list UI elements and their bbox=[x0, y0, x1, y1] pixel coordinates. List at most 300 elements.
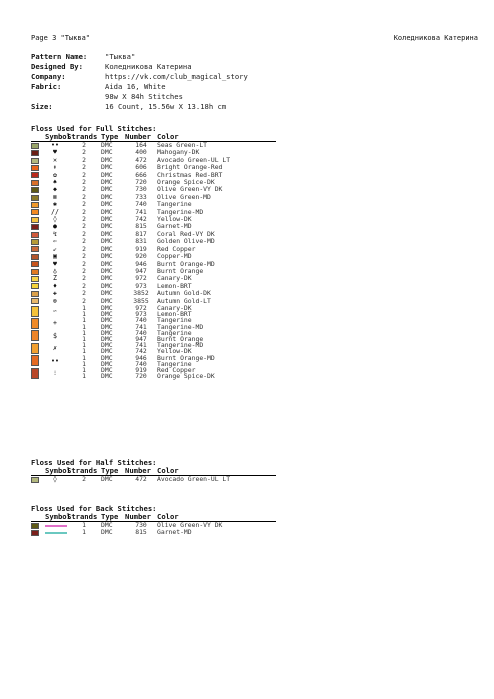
info-row bbox=[31, 62, 248, 72]
stitch-symbol: ⁝ bbox=[53, 369, 57, 378]
number-cell-a: 919 bbox=[135, 365, 147, 374]
col-number: Number bbox=[125, 512, 151, 521]
color-name-cell: Mahogany-DK bbox=[157, 148, 200, 157]
stitch-symbol: ● bbox=[53, 222, 57, 231]
info-value: "Тыква" bbox=[105, 52, 136, 61]
color-name-cell: Olive Green-VY DK bbox=[157, 185, 223, 194]
color-name-cell-a: Tangerine-MD bbox=[157, 341, 204, 350]
type-cell: DMC bbox=[101, 192, 113, 201]
color-swatch bbox=[31, 283, 39, 289]
number-cell: 730 bbox=[135, 521, 147, 529]
table-row bbox=[31, 290, 276, 297]
strands-cell: 2 bbox=[82, 252, 86, 261]
strands-cell-a: 1 bbox=[82, 328, 86, 337]
number-cell: 741 bbox=[135, 207, 147, 216]
table-row bbox=[31, 201, 276, 208]
color-swatch bbox=[31, 291, 39, 297]
strands-cell: 2 bbox=[82, 185, 86, 194]
color-swatch bbox=[31, 261, 39, 267]
col-color: Color bbox=[157, 512, 179, 521]
type-cell: DMC bbox=[101, 148, 113, 157]
strands-cell: 2 bbox=[82, 266, 86, 275]
strands-cell: 2 bbox=[82, 274, 86, 283]
col-symbol: Symbol bbox=[45, 466, 71, 475]
stitch-symbol: ⇙ bbox=[53, 244, 57, 253]
color-swatch bbox=[31, 246, 39, 252]
type-cell: DMC bbox=[101, 155, 113, 164]
type-cell-b: DMC bbox=[101, 310, 113, 319]
number-cell-b: 720 bbox=[135, 372, 147, 381]
type-cell-b: DMC bbox=[101, 347, 113, 356]
number-cell: 164 bbox=[135, 141, 147, 149]
type-cell: DMC bbox=[101, 237, 113, 246]
color-swatch bbox=[31, 172, 39, 178]
table-row bbox=[31, 261, 276, 268]
col-type: Type bbox=[101, 512, 119, 521]
color-swatch bbox=[31, 202, 39, 208]
strands-cell: 2 bbox=[82, 170, 86, 179]
type-cell: DMC bbox=[101, 259, 113, 268]
strands-cell: 2 bbox=[82, 289, 86, 298]
info-key: Designed By: bbox=[31, 62, 83, 71]
number-cell: 947 bbox=[135, 266, 147, 275]
color-name-cell: Lemon-BRT bbox=[157, 281, 192, 290]
strands-cell: 2 bbox=[82, 296, 86, 305]
number-cell-b: 973 bbox=[135, 310, 147, 319]
stitch-symbol: ✕ bbox=[53, 155, 57, 164]
type-cell-b: DMC bbox=[101, 334, 113, 343]
color-name-cell: Autumn Gold-DK bbox=[157, 289, 211, 298]
type-cell-a: DMC bbox=[101, 341, 113, 350]
strands-cell: 2 bbox=[82, 178, 86, 187]
stitch-symbol: ♠ bbox=[53, 178, 57, 187]
color-name-cell: Burnt Orange bbox=[157, 266, 204, 275]
type-cell: DMC bbox=[101, 266, 113, 275]
number-cell-a: 741 bbox=[135, 341, 147, 350]
type-cell-a: DMC bbox=[101, 316, 113, 325]
info-key: Pattern Name: bbox=[31, 52, 88, 61]
color-name-cell-b: Tangerine-MD bbox=[157, 322, 204, 331]
stitch-symbol: ◊ bbox=[53, 475, 57, 483]
number-cell: 919 bbox=[135, 244, 147, 253]
col-number: Number bbox=[125, 466, 151, 475]
stitch-symbol: ♥ bbox=[53, 148, 57, 157]
type-cell-b: DMC bbox=[101, 359, 113, 368]
info-row bbox=[31, 82, 248, 92]
strands-cell: 2 bbox=[82, 192, 86, 201]
number-cell: 606 bbox=[135, 163, 147, 172]
number-cell: 742 bbox=[135, 215, 147, 224]
type-cell: DMC bbox=[101, 274, 113, 283]
color-swatch bbox=[31, 306, 39, 317]
strands-cell: 2 bbox=[82, 207, 86, 216]
type-cell-b: DMC bbox=[101, 372, 113, 381]
number-cell: 740 bbox=[135, 200, 147, 209]
stitch-symbol: ◊ bbox=[53, 215, 57, 224]
number-cell-a: 946 bbox=[135, 353, 147, 362]
type-cell-a: DMC bbox=[101, 303, 113, 312]
backstitch-line bbox=[43, 529, 67, 536]
strands-cell: 2 bbox=[82, 475, 86, 483]
color-swatch bbox=[31, 269, 39, 275]
number-cell bbox=[125, 367, 157, 379]
strands-cell-a: 1 bbox=[82, 365, 86, 374]
strands-cell: 2 bbox=[82, 141, 86, 149]
type-cell bbox=[101, 317, 125, 329]
type-cell-a: DMC bbox=[101, 328, 113, 337]
type-cell-b: DMC bbox=[101, 322, 113, 331]
color-name-cell-b: Lemon-BRT bbox=[157, 310, 192, 319]
stitch-symbol: ♦ bbox=[53, 281, 57, 290]
table-row bbox=[31, 149, 276, 156]
strands-cell-a: 1 bbox=[82, 341, 86, 350]
table-row bbox=[31, 298, 276, 305]
stitch-symbol: ✿ bbox=[53, 170, 57, 179]
color-swatch bbox=[31, 298, 39, 304]
table-row bbox=[31, 186, 276, 193]
info-value: Aida 16, White bbox=[105, 82, 166, 91]
table-row bbox=[31, 164, 276, 171]
color-name-cell: Tangerine bbox=[157, 200, 192, 209]
table-header bbox=[31, 513, 276, 522]
type-cell: DMC bbox=[101, 229, 113, 238]
type-cell: DMC bbox=[101, 215, 113, 224]
color-name-cell: Avocado Green-UL LT bbox=[157, 155, 231, 164]
half-stitches-section bbox=[31, 458, 276, 483]
stitch-symbol: ↯ bbox=[53, 229, 57, 238]
color-name-cell-a: Tangerine bbox=[157, 316, 192, 325]
color-swatch bbox=[31, 330, 39, 341]
color-name-cell-b: Yellow-DK bbox=[157, 347, 192, 356]
col-strands: Strands bbox=[67, 132, 98, 141]
color-swatch bbox=[31, 165, 39, 171]
strands-cell: 2 bbox=[82, 163, 86, 172]
backstitch-line bbox=[43, 522, 67, 529]
table-row bbox=[31, 283, 276, 290]
color-name-cell: Copper-MD bbox=[157, 252, 192, 261]
stitch-symbol: ↟ bbox=[53, 163, 57, 172]
number-cell: 666 bbox=[135, 170, 147, 179]
type-cell: DMC bbox=[101, 185, 113, 194]
strands-cell-b: 1 bbox=[82, 359, 86, 368]
type-cell: DMC bbox=[101, 281, 113, 290]
number-cell: 472 bbox=[135, 475, 147, 483]
table-row bbox=[31, 216, 276, 223]
color-name-cell: Olive Green-VY DK bbox=[157, 521, 223, 529]
strands-cell-b: 1 bbox=[82, 310, 86, 319]
col-number: Number bbox=[125, 132, 151, 141]
color-name-cell: Coral Red-VY DK bbox=[157, 229, 215, 238]
full-stitches-title: Floss Used for Full Stitches: bbox=[31, 124, 157, 133]
line-sample bbox=[45, 532, 67, 534]
pattern-info bbox=[31, 52, 248, 112]
table-header bbox=[31, 467, 276, 476]
type-cell: DMC bbox=[101, 163, 113, 172]
number-cell: 3855 bbox=[133, 296, 149, 305]
line-sample bbox=[45, 525, 67, 527]
info-row bbox=[31, 92, 248, 102]
number-cell: 730 bbox=[135, 185, 147, 194]
strands-cell: 2 bbox=[82, 237, 86, 246]
strands-cell-a: 1 bbox=[82, 353, 86, 362]
color-name-cell-a: Burnt Orange-MD bbox=[157, 353, 215, 362]
back-stitches-title: Floss Used for Back Stitches: bbox=[31, 504, 157, 513]
strands-cell: 2 bbox=[82, 281, 86, 290]
info-key: Fabric: bbox=[31, 82, 62, 91]
info-key bbox=[31, 92, 105, 102]
number-cell bbox=[125, 317, 157, 329]
type-cell: DMC bbox=[101, 141, 113, 149]
number-cell: 831 bbox=[135, 237, 147, 246]
type-cell: DMC bbox=[101, 252, 113, 261]
number-cell: 400 bbox=[135, 148, 147, 157]
type-cell: DMC bbox=[101, 178, 113, 187]
full-stitches-section bbox=[31, 124, 276, 379]
half-stitches-table bbox=[31, 476, 276, 483]
table-row bbox=[31, 194, 276, 201]
strands-cell-b: 1 bbox=[82, 334, 86, 343]
color-name-cell: Bright Orange-Red bbox=[157, 163, 223, 172]
color-swatch bbox=[31, 187, 39, 193]
color-name-cell: Burnt Orange-MD bbox=[157, 259, 215, 268]
stitch-symbol: •• bbox=[51, 141, 59, 149]
table-row bbox=[31, 231, 276, 238]
type-cell: DMC bbox=[101, 528, 113, 537]
stitch-symbol: + bbox=[53, 319, 57, 328]
type-cell: DMC bbox=[101, 296, 113, 305]
number-cell-b: 741 bbox=[135, 322, 147, 331]
info-value: https://vk.com/club_magical_story bbox=[105, 72, 248, 81]
type-cell: DMC bbox=[101, 244, 113, 253]
back-stitches-section bbox=[31, 504, 276, 537]
number-cell-b: 947 bbox=[135, 334, 147, 343]
number-cell: 817 bbox=[135, 229, 147, 238]
table-row bbox=[31, 157, 276, 164]
col-color: Color bbox=[157, 466, 179, 475]
color-swatch bbox=[31, 195, 39, 201]
blend-row bbox=[31, 330, 276, 342]
col-type: Type bbox=[101, 132, 119, 141]
strands-cell: 1 bbox=[82, 528, 86, 537]
number-cell: 973 bbox=[135, 281, 147, 290]
page-header-right: Коледникова Катерина bbox=[393, 34, 478, 42]
number-cell-a: 740 bbox=[135, 316, 147, 325]
stitch-symbol: ▣ bbox=[53, 252, 57, 261]
strands-cell: 2 bbox=[82, 155, 86, 164]
color-name-cell-b: Burnt Orange bbox=[157, 334, 204, 343]
color-swatch bbox=[31, 276, 39, 282]
info-row bbox=[31, 102, 248, 112]
strands-cell-b: 1 bbox=[82, 322, 86, 331]
table-row bbox=[31, 275, 276, 282]
color-name-cell: Seas Green-LT bbox=[157, 141, 208, 149]
color-name-cell: Olive Green-MD bbox=[157, 192, 211, 201]
number-cell bbox=[125, 342, 157, 354]
type-cell: DMC bbox=[101, 289, 113, 298]
col-type: Type bbox=[101, 466, 119, 475]
color-swatch bbox=[31, 355, 39, 366]
col-symbol: Symbol bbox=[45, 512, 71, 521]
stitch-symbol: •• bbox=[51, 356, 59, 365]
number-cell: 815 bbox=[135, 222, 147, 231]
stitch-symbol: ✚ bbox=[53, 289, 57, 298]
color-swatch bbox=[31, 209, 39, 215]
strands-cell-b: 1 bbox=[82, 347, 86, 356]
strands-cell-a: 1 bbox=[82, 316, 86, 325]
info-row bbox=[31, 52, 248, 62]
table-row bbox=[31, 142, 276, 149]
color-name-cell: Red Copper bbox=[157, 244, 196, 253]
blend-row bbox=[31, 342, 276, 354]
info-value: Коледникова Катерина bbox=[105, 62, 192, 71]
stitch-symbol: ∽ bbox=[53, 307, 57, 316]
number-cell: 720 bbox=[135, 178, 147, 187]
page-header-left: Page 3 "Тыква" bbox=[31, 34, 91, 42]
color-name-cell: Avocado Green-UL LT bbox=[157, 475, 231, 483]
color-swatch bbox=[31, 523, 39, 529]
col-strands: Strands bbox=[67, 512, 98, 521]
color-swatch bbox=[31, 239, 39, 245]
color-name-cell-a: Canary-DK bbox=[157, 303, 192, 312]
number-cell: 946 bbox=[135, 259, 147, 268]
table-row bbox=[31, 268, 276, 275]
table-row bbox=[31, 223, 276, 230]
color-name-cell: Christmas Red-BRT bbox=[157, 170, 223, 179]
type-cell: DMC bbox=[101, 200, 113, 209]
number-cell-a: 972 bbox=[135, 303, 147, 312]
col-color: Color bbox=[157, 132, 179, 141]
stitch-symbol: ✗ bbox=[53, 344, 57, 353]
info-key: Company: bbox=[31, 72, 66, 81]
table-row bbox=[31, 529, 276, 536]
strands-cell: 2 bbox=[82, 200, 86, 209]
color-name-cell: Yellow-DK bbox=[157, 215, 192, 224]
color-swatch bbox=[31, 254, 39, 260]
color-swatch bbox=[31, 224, 39, 230]
type-cell-a: DMC bbox=[101, 365, 113, 374]
color-name-cell bbox=[157, 367, 267, 379]
color-name-cell-a: Tangerine bbox=[157, 328, 192, 337]
half-stitches-title: Floss Used for Half Stitches: bbox=[31, 458, 157, 467]
color-name-cell bbox=[157, 317, 267, 329]
number-cell: 972 bbox=[135, 274, 147, 283]
color-name-cell: Garnet-MD bbox=[157, 528, 192, 537]
color-name-cell: Orange Spice-DK bbox=[157, 178, 215, 187]
color-name-cell-a: Red Copper bbox=[157, 365, 196, 374]
stitch-symbol: ◆ bbox=[53, 185, 57, 194]
stitch-symbol: ≣ bbox=[53, 192, 57, 201]
color-name-cell-b: Tangerine bbox=[157, 359, 192, 368]
strands-cell bbox=[67, 367, 101, 379]
blend-row bbox=[31, 367, 276, 379]
color-swatch bbox=[31, 232, 39, 238]
info-row bbox=[31, 72, 248, 82]
color-swatch bbox=[31, 343, 39, 354]
table-row bbox=[31, 238, 276, 245]
info-value: 16 Count, 15.56w X 13.18h cm bbox=[105, 102, 227, 111]
strands-cell bbox=[67, 317, 101, 329]
strands-cell: 2 bbox=[82, 244, 86, 253]
full-stitches-table bbox=[31, 142, 276, 379]
type-cell: DMC bbox=[101, 521, 113, 529]
stitch-symbol: ✱ bbox=[53, 200, 57, 209]
table-row bbox=[31, 209, 276, 216]
color-swatch bbox=[31, 318, 39, 329]
number-cell: 920 bbox=[135, 252, 147, 261]
strands-cell: 2 bbox=[82, 148, 86, 157]
info-key: Size: bbox=[31, 102, 53, 111]
color-swatch bbox=[31, 143, 39, 149]
number-cell: 733 bbox=[135, 192, 147, 201]
blend-row bbox=[31, 317, 276, 329]
color-name-cell bbox=[157, 342, 267, 354]
type-cell bbox=[101, 342, 125, 354]
strands-cell: 2 bbox=[82, 229, 86, 238]
color-swatch bbox=[31, 530, 39, 536]
blend-row bbox=[31, 355, 276, 367]
type-cell: DMC bbox=[101, 222, 113, 231]
color-swatch bbox=[31, 368, 39, 379]
strands-cell-b: 1 bbox=[82, 372, 86, 381]
table-row bbox=[31, 172, 276, 179]
strands-cell: 2 bbox=[82, 222, 86, 231]
color-name-cell: Garnet-MD bbox=[157, 222, 192, 231]
number-cell-b: 742 bbox=[135, 347, 147, 356]
color-swatch bbox=[31, 477, 39, 483]
strands-cell: 2 bbox=[82, 259, 86, 268]
blend-row bbox=[31, 305, 276, 317]
stitch-symbol: ⇐ bbox=[53, 237, 57, 246]
table-header bbox=[31, 133, 276, 142]
number-cell: 472 bbox=[135, 155, 147, 164]
color-name-cell: Canary-DK bbox=[157, 274, 192, 283]
stitch-symbol: ♥ bbox=[53, 259, 57, 268]
strands-cell: 2 bbox=[82, 215, 86, 224]
number-cell: 3852 bbox=[133, 289, 149, 298]
strands-cell bbox=[67, 342, 101, 354]
color-swatch bbox=[31, 150, 39, 156]
number-cell-a: 740 bbox=[135, 328, 147, 337]
stitch-symbol: // bbox=[51, 207, 59, 216]
number-cell: 815 bbox=[135, 528, 147, 537]
strands-cell: 1 bbox=[82, 521, 86, 529]
col-symbol: Symbol bbox=[45, 132, 71, 141]
color-swatch bbox=[31, 217, 39, 223]
table-row bbox=[31, 253, 276, 260]
stitch-symbol: Z bbox=[53, 274, 57, 283]
color-name-cell: Autumn Gold-LT bbox=[157, 296, 211, 305]
color-name-cell: Tangerine-MD bbox=[157, 207, 204, 216]
table-row bbox=[31, 476, 276, 483]
stitch-symbol: ⊗ bbox=[53, 296, 57, 305]
type-cell: DMC bbox=[101, 475, 113, 483]
type-cell-a: DMC bbox=[101, 353, 113, 362]
stitch-symbol: ♁ bbox=[53, 266, 57, 275]
color-swatch bbox=[31, 158, 39, 164]
type-cell bbox=[101, 367, 125, 379]
table-row bbox=[31, 522, 276, 529]
type-cell: DMC bbox=[101, 170, 113, 179]
table-row bbox=[31, 246, 276, 253]
type-cell: DMC bbox=[101, 207, 113, 216]
color-name-cell-b: Orange Spice-DK bbox=[157, 372, 215, 381]
color-swatch bbox=[31, 180, 39, 186]
number-cell-b: 740 bbox=[135, 359, 147, 368]
strands-cell-a: 1 bbox=[82, 303, 86, 312]
stitch-symbol: $ bbox=[53, 331, 57, 340]
back-stitches-table bbox=[31, 522, 276, 537]
color-name-cell: Golden Olive-MD bbox=[157, 237, 215, 246]
